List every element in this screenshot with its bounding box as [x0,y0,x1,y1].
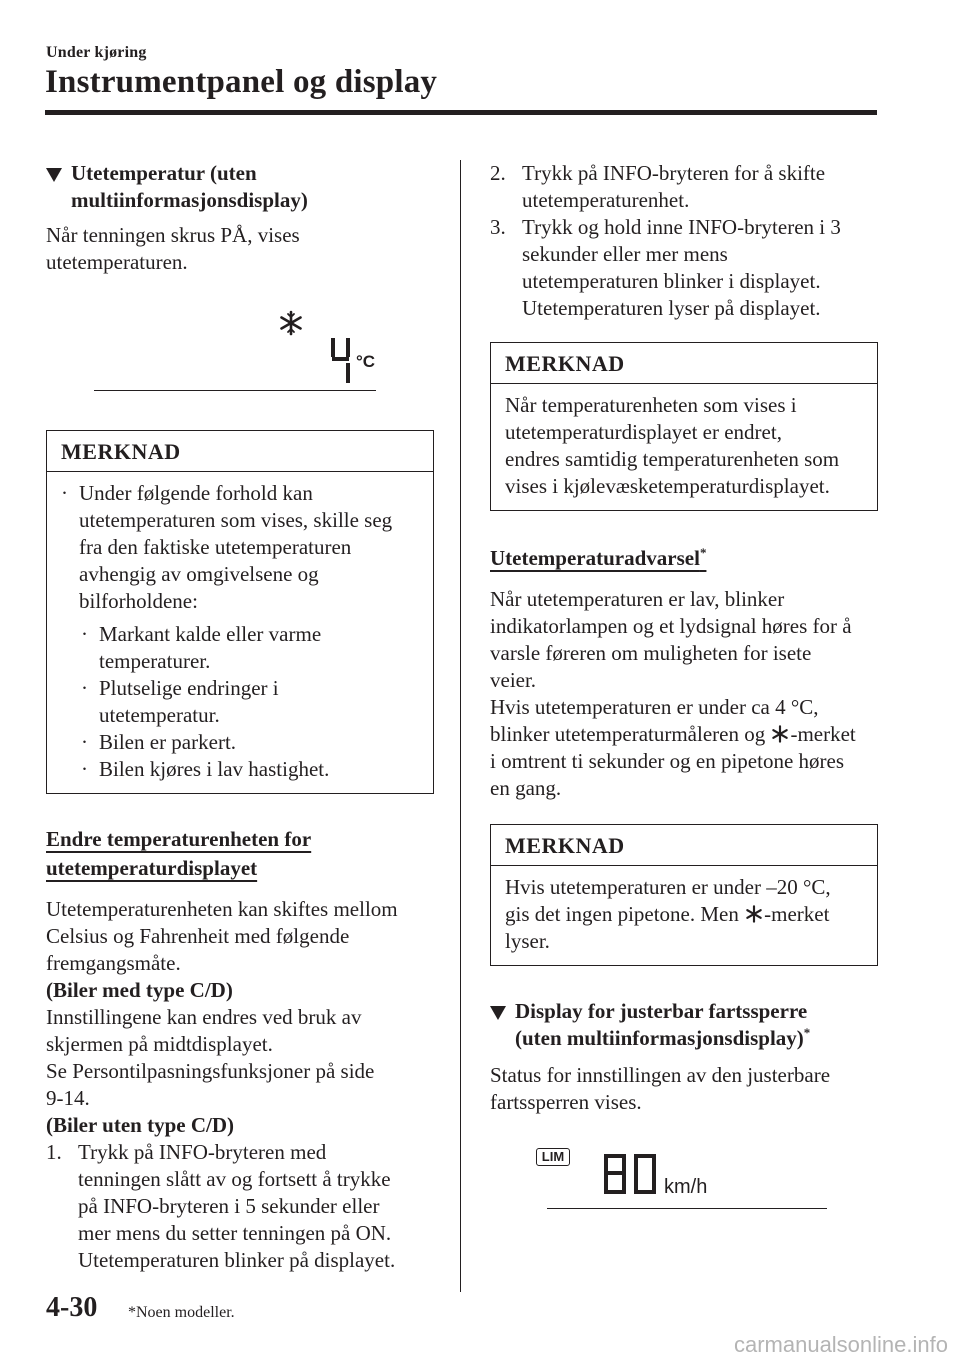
snowflake-icon [771,725,789,743]
right-column [490,160,878,1222]
note-box [46,430,434,794]
list-item: · Markant kalde eller varme temperaturer. [81,622,322,673]
lim-indicator: LIM [536,1148,570,1166]
note-title: MERKNAD [47,431,433,472]
list-item: · Plutselige endringer i utetemperatur. [81,676,279,727]
speed-value [490,1142,491,1143]
triangle-marker-icon [490,1006,506,1020]
cd-with-label: (Biler med type C/D) [46,978,233,1002]
section-heading-speed-limiter: Display for justerbar fartssperre (uten multiinformasjonsdisplay)* [490,998,878,1052]
header-rule [45,110,877,115]
subheading-change-unit: Endre temperaturenheten for utetemperaturdisplayet [46,827,312,880]
snowflake-icon [745,905,763,923]
temperature-digit-display [328,336,354,386]
step-3: 3. Trykk og hold inne INFO-bryteren i 3 sekunder eller mer mens utetemperaturen blinker i displayet. Utetemperaturen lyser på displayet. [490,215,841,320]
body-paragraph: Når utetemperaturen er lav, blinker indikatorlampen og et lydsignal høres for å varsle føreren om muligheten for isete veier. Hvis utetemperaturen er under ca 4 °C, blinker utetemperaturmåleren og -merket i omtrent ti sekunder og en pipetone høres en gang. [490,587,856,800]
note-box: MERKNAD Hvis utetemperaturen er under –20 °C, gis det ingen pipetone. Men -merket lyser. [490,824,878,966]
footnote: *Noen modeller. [128,1304,235,1321]
outside-temperature-figure [46,300,434,400]
section-label: Under kjøring [46,44,147,61]
list-item: · Bilen er parkert. [81,730,237,754]
list-item: · Under følgende forhold kan utetemperaturen som vises, skille seg fra den faktiske utetemperaturen avhengig av omgivelsene og bilforholdene: [61,481,393,613]
speed-unit: km/h [664,1176,708,1198]
body-paragraph: Status for innstillingen av den justerbare fartssperren vises. [490,1063,831,1114]
figure-rule [94,390,376,391]
cd-without-label: (Biler uten type C/D) [46,1113,235,1137]
intro-paragraph: Når tenningen skrus PÅ, vises utetemperaturen. [46,223,300,274]
speed-limiter-figure [490,1142,878,1222]
speed-digit-display [602,1152,660,1196]
heading-line: multiinformasjonsdisplay) [71,188,308,212]
step-2: 2. Trykk på INFO-bryteren for å skifte utetemperaturenhet. [490,161,826,212]
subheading-temperature-warning: Utetemperaturadvarsel* [490,545,707,570]
page-number: 4-30 [46,1292,98,1323]
note-box: MERKNAD Når temperaturenheten som vises i utetemperaturdisplayet er endret, endres samtidig temperaturenheten som vises i kjølevæsketemperaturdisplayet. [490,342,878,511]
figure-rule [547,1208,827,1209]
page-title: Instrumentpanel og display [45,64,438,100]
snowflake-icon [278,310,304,336]
column-divider [460,160,461,1292]
list-item: · Bilen kjøres i lav hastighet. [81,757,330,781]
heading-line: Utetemperatur (uten [71,161,257,185]
note-title: MERKNAD [491,343,877,384]
temperature-value [46,300,47,301]
left-column [46,160,434,1274]
temperature-unit: °C [356,352,376,371]
step-1: 1. Trykk på INFO-bryteren med tenningen slått av og fortsett å trykke på INFO-bryteren i 5 sekunder eller mer mens du setter tenningen på ON. Utetemperaturen blinker på displayet. [46,1140,396,1272]
watermark: carmanualsonline.info [733,1332,948,1357]
section-heading-outside-temperature [46,160,434,214]
triangle-marker-icon [46,168,62,182]
note-title: MERKNAD [491,825,877,866]
body-paragraph: Innstillingene kan endres ved bruk av skjermen på midtdisplayet. Se Persontilpasningsfunksjoner på side 9-14. [46,1005,375,1110]
body-paragraph: Utetemperaturenheten kan skiftes mellom Celsius og Fahrenheit med følgende fremgangsmåte. [46,897,398,975]
